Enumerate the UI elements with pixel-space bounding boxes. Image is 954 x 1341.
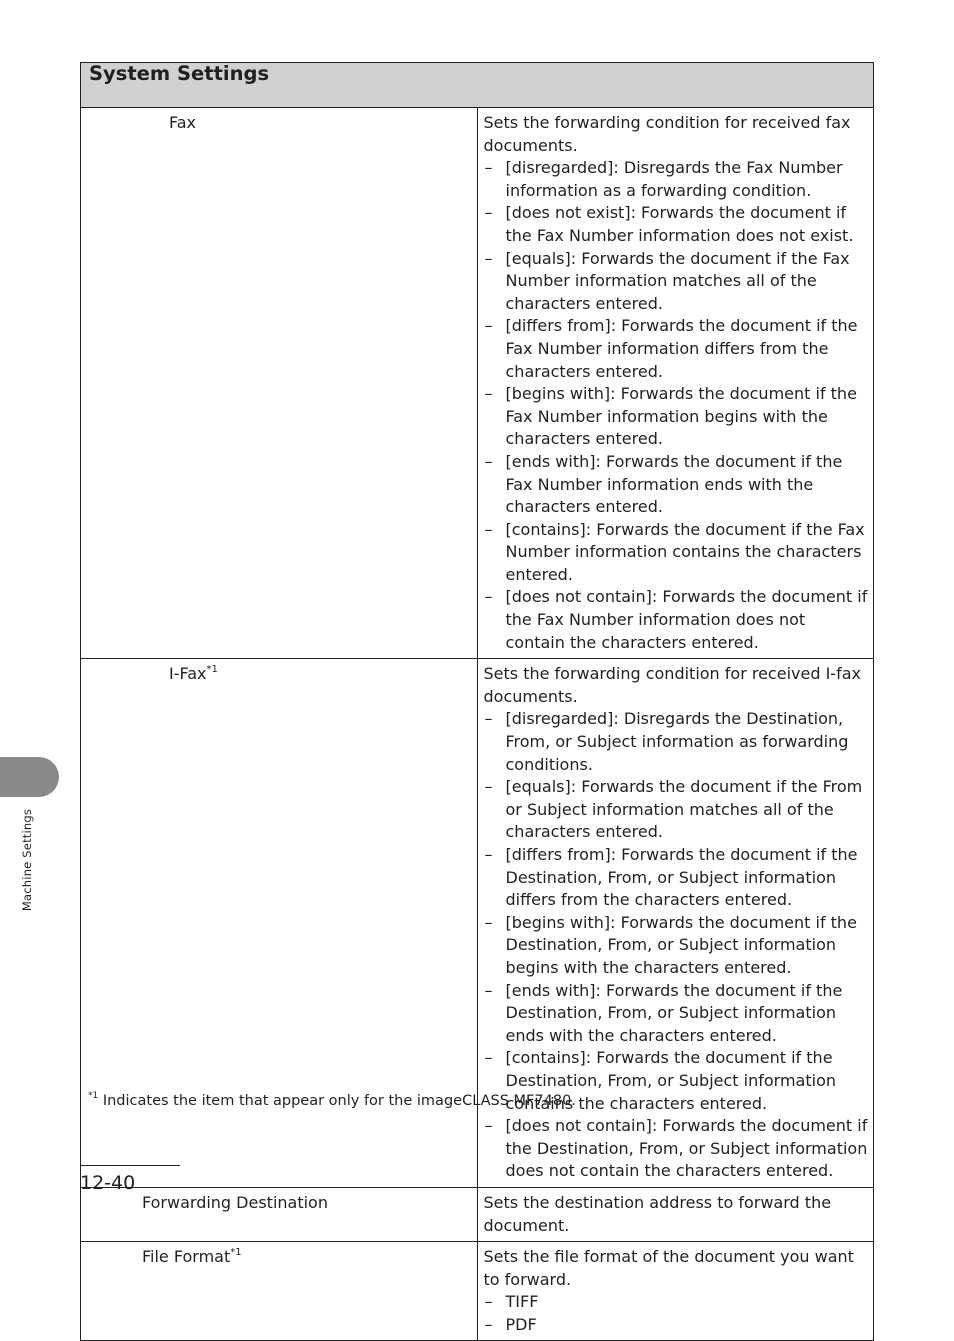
footnote-mark: *1 xyxy=(206,663,218,675)
option-item: – [differs from]: Forwards the document if the Fax Number information differs from the characters entered. xyxy=(484,315,870,383)
option-list xyxy=(484,157,870,654)
setting-name-cell xyxy=(81,1187,478,1241)
setting-description-cell xyxy=(477,1187,874,1241)
table-header-row xyxy=(81,63,874,108)
option-item: – [begins with]: Forwards the document if the Destination, From, or Subject information begins with the characters entered. xyxy=(484,912,870,980)
option-item: – [equals]: Forwards the document if the Fax Number information matches all of the characters entered. xyxy=(484,248,870,316)
option-item: – [ends with]: Forwards the document if the Destination, From, or Subject information ends with the characters entered. xyxy=(484,980,870,1048)
setting-name xyxy=(81,1192,469,1215)
page-number-rule xyxy=(80,1165,180,1166)
page-number: 12-40 xyxy=(80,1172,136,1194)
setting-description-cell xyxy=(477,108,874,659)
setting-name-text: I-Fax xyxy=(169,664,207,684)
side-tab-label: Machine Settings xyxy=(20,808,34,912)
option-item: – [does not contain]: Forwards the document if the Fax Number information does not contain the characters entered. xyxy=(484,586,870,654)
table-row xyxy=(81,1187,874,1241)
option-item: – [ends with]: Forwards the document if the Fax Number information ends with the characters entered. xyxy=(484,451,870,519)
setting-name-text: Fax xyxy=(169,113,197,132)
option-item: – [begins with]: Forwards the document if the Fax Number information begins with the characters entered. xyxy=(484,383,870,451)
table-row xyxy=(81,108,874,659)
footnote-mark: *1 xyxy=(230,1246,242,1258)
setting-name-cell xyxy=(81,1242,478,1341)
setting-name-text: File Format xyxy=(142,1247,231,1267)
option-list xyxy=(484,1291,870,1336)
option-item: – [does not exist]: Forwards the document if the Fax Number information does not exist. xyxy=(484,202,870,247)
footnote xyxy=(88,1093,576,1109)
table-header: System Settings xyxy=(81,63,874,108)
setting-name xyxy=(81,1246,469,1269)
option-item: – [differs from]: Forwards the document if the Destination, From, or Subject information differs from the characters entered. xyxy=(484,844,870,912)
option-item: – TIFF xyxy=(484,1291,870,1314)
option-item: – [equals]: Forwards the document if the From or Subject information matches all of the characters entered. xyxy=(484,776,870,844)
option-item: – [does not contain]: Forwards the document if the Destination, From, or Subject information does not contain the characters entered. xyxy=(484,1115,870,1183)
option-item: – [contains]: Forwards the document if the Fax Number information contains the characters entered. xyxy=(484,519,870,587)
footnote-text: Indicates the item that appear only for the imageCLASS MF7480. xyxy=(102,1093,576,1109)
setting-description: Sets the file format of the document you want to forward. xyxy=(483,1247,854,1289)
option-list xyxy=(484,708,870,1182)
system-settings-table xyxy=(80,62,874,1341)
setting-description: Sets the forwarding condition for received fax documents. xyxy=(483,113,851,155)
setting-name xyxy=(81,112,469,135)
section-tab xyxy=(0,757,59,797)
setting-description: Sets the destination address to forward the document. xyxy=(483,1192,832,1235)
setting-name-cell xyxy=(81,108,478,659)
option-item: – [contains]: Forwards the document if the Destination, From, or Subject information contains the characters entered. xyxy=(484,1047,870,1115)
setting-description-cell xyxy=(477,1242,874,1341)
setting-name xyxy=(81,663,469,686)
setting-description: Sets the forwarding condition for received I-fax documents. xyxy=(483,664,861,706)
setting-name-text: Forwarding Destination xyxy=(142,1192,328,1212)
table-row xyxy=(81,1242,874,1341)
option-item: – [disregarded]: Disregards the Fax Number information as a forwarding condition. xyxy=(484,157,870,202)
footnote-mark: *1 xyxy=(88,1091,99,1102)
option-item: – [disregarded]: Disregards the Destination, From, or Subject information as forwarding conditions. xyxy=(484,708,870,776)
option-item: – PDF xyxy=(484,1314,870,1337)
